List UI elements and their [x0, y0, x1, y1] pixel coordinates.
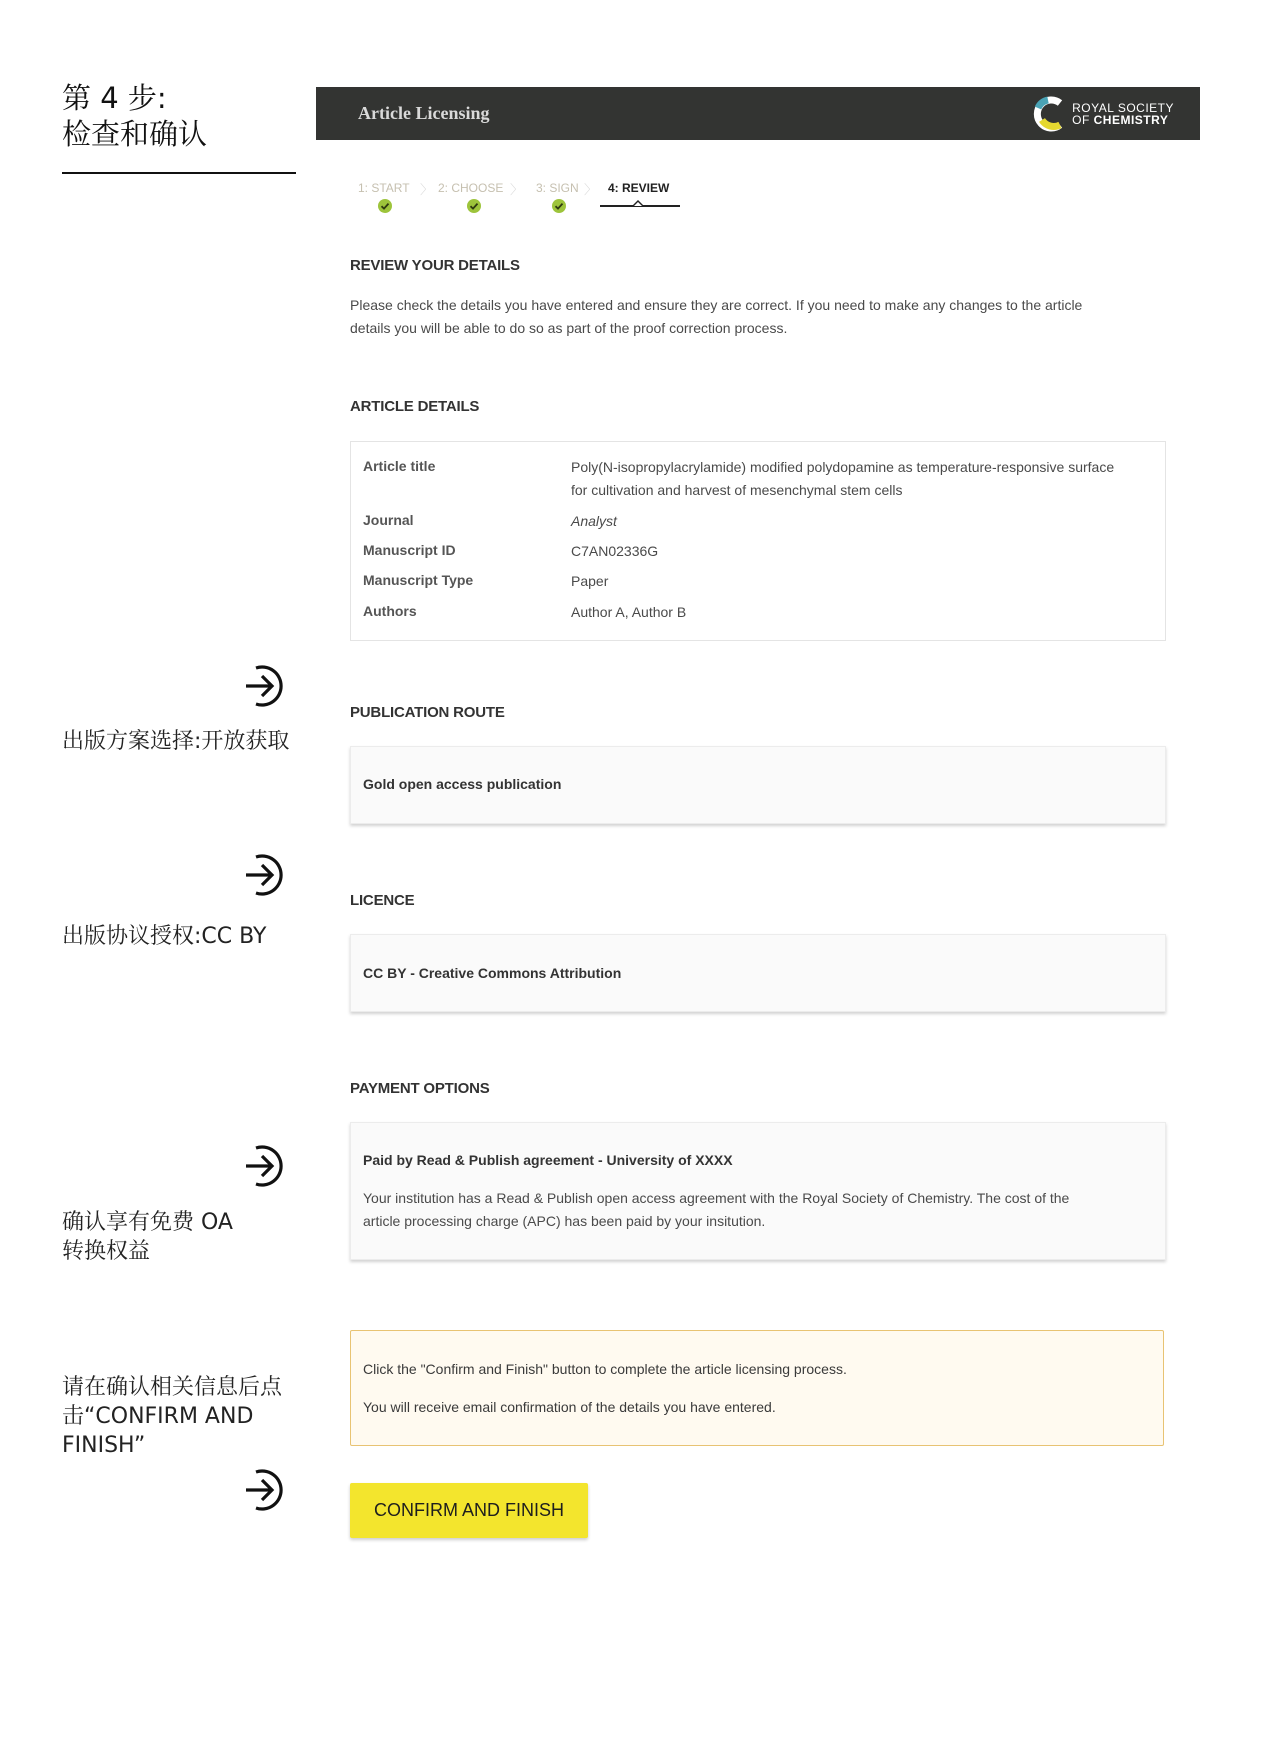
confirm-and-finish-button[interactable]: CONFIRM AND FINISH [350, 1483, 588, 1538]
article-title-line-1: Poly(N-isopropylacrylamide) modified polydopamine as temperature-responsive surface [571, 459, 1115, 475]
logo-line-2-bold: CHEMISTRY [1093, 113, 1169, 127]
article-title-line-2: for cultivation and harvest of mesenchymal stem cells [571, 482, 903, 498]
check-circle-icon [378, 199, 392, 213]
step-title-divider [62, 172, 296, 174]
chevron-right-icon: 〉 [510, 182, 524, 197]
chevron-right-icon: 〉 [584, 182, 598, 197]
progress-stepper [348, 176, 688, 210]
confirm-note-line-3: FINISH” [62, 1433, 146, 1458]
confirm-note-line-1: 请在确认相关信息后点 [62, 1375, 283, 1400]
payment-note [62, 1208, 233, 1266]
check-circle-icon [552, 199, 566, 213]
review-heading: REVIEW YOUR DETAILS [350, 257, 520, 274]
notice-line-1: Click the "Confirm and Finish" button to complete the article licensing process. [363, 1361, 847, 1377]
details-value: C7AN02336G [571, 543, 659, 559]
publication-route-value: Gold open access publication [363, 776, 562, 792]
notice-line-2: You will receive email confirmation of the details you have entered. [363, 1399, 776, 1415]
article-details-table [350, 441, 1166, 641]
step-start[interactable]: 1: START [358, 181, 410, 195]
licence-heading: LICENCE [350, 892, 415, 909]
step-choose[interactable]: 2: CHOOSE [438, 181, 504, 195]
article-details-heading: ARTICLE DETAILS [350, 398, 480, 415]
payment-description [363, 1187, 1153, 1233]
details-key: Authors [363, 603, 417, 619]
review-intro [350, 294, 1150, 340]
payment-text-line-2: article processing charge (APC) has been paid by your insitution. [363, 1213, 766, 1229]
step-title-line-2: 检查和确认 [62, 117, 208, 151]
publication-route-heading: PUBLICATION ROUTE [350, 704, 505, 721]
payment-note-line-2: 转换权益 [62, 1239, 151, 1264]
publication-route-card [350, 746, 1166, 824]
licence-card [350, 934, 1166, 1012]
details-value [571, 456, 1161, 502]
payment-text-line-1: Your institution has a Read & Publish open access agreement with the Royal Society of Chemistry. The cost of the [363, 1190, 1070, 1206]
rsc-logo-text [1072, 102, 1174, 126]
confirm-notice [350, 1330, 1164, 1446]
licence-note: 出版协议授权:CC BY [62, 924, 267, 949]
payment-card [350, 1122, 1166, 1260]
step-sign[interactable]: 3: SIGN [536, 181, 579, 195]
review-intro-line-2: details you will be able to do so as part of the proof correction process. [350, 320, 788, 336]
check-circle-icon [467, 199, 481, 213]
review-intro-line-1: Please check the details you have entered and ensure they are correct. If you need to make any changes to the article [350, 297, 1083, 313]
confirm-note-line-2: 击“CONFIRM AND [62, 1404, 254, 1429]
rsc-logo-icon [1032, 94, 1068, 134]
payment-options-heading: PAYMENT OPTIONS [350, 1080, 490, 1097]
details-value: Author A, Author B [571, 604, 687, 620]
app-header [316, 87, 1200, 140]
payment-title: Paid by Read & Publish agreement - University of XXXX [363, 1152, 733, 1168]
logo-line-2-prefix: OF [1072, 113, 1094, 127]
details-key: Manuscript ID [363, 542, 456, 558]
details-key: Journal [363, 512, 414, 528]
step-review[interactable]: 4: REVIEW [608, 181, 670, 195]
details-key: Manuscript Type [363, 572, 474, 588]
arrow-right-circle-icon [236, 849, 288, 901]
step-title-line-1: 第 4 步: [62, 81, 167, 115]
licence-value: CC BY - Creative Commons Attribution [363, 965, 622, 981]
payment-note-line-1: 确认享有免费 OA [62, 1210, 233, 1235]
rsc-logo[interactable] [1032, 93, 1174, 135]
details-value: Paper [571, 573, 609, 589]
arrow-right-circle-icon [236, 1140, 288, 1192]
arrow-right-circle-icon [236, 660, 288, 712]
details-key: Article title [363, 458, 436, 474]
step-title [62, 80, 207, 152]
confirm-note [62, 1373, 282, 1460]
app-title: Article Licensing [358, 103, 490, 123]
active-step-caret [632, 200, 644, 206]
arrow-right-circle-icon [236, 1464, 288, 1516]
chevron-right-icon: 〉 [420, 182, 434, 197]
publication-note: 出版方案选择:开放获取 [62, 729, 290, 754]
details-value: Analyst [571, 513, 617, 529]
logo-line-1: ROYAL SOCIETY [1072, 101, 1174, 115]
